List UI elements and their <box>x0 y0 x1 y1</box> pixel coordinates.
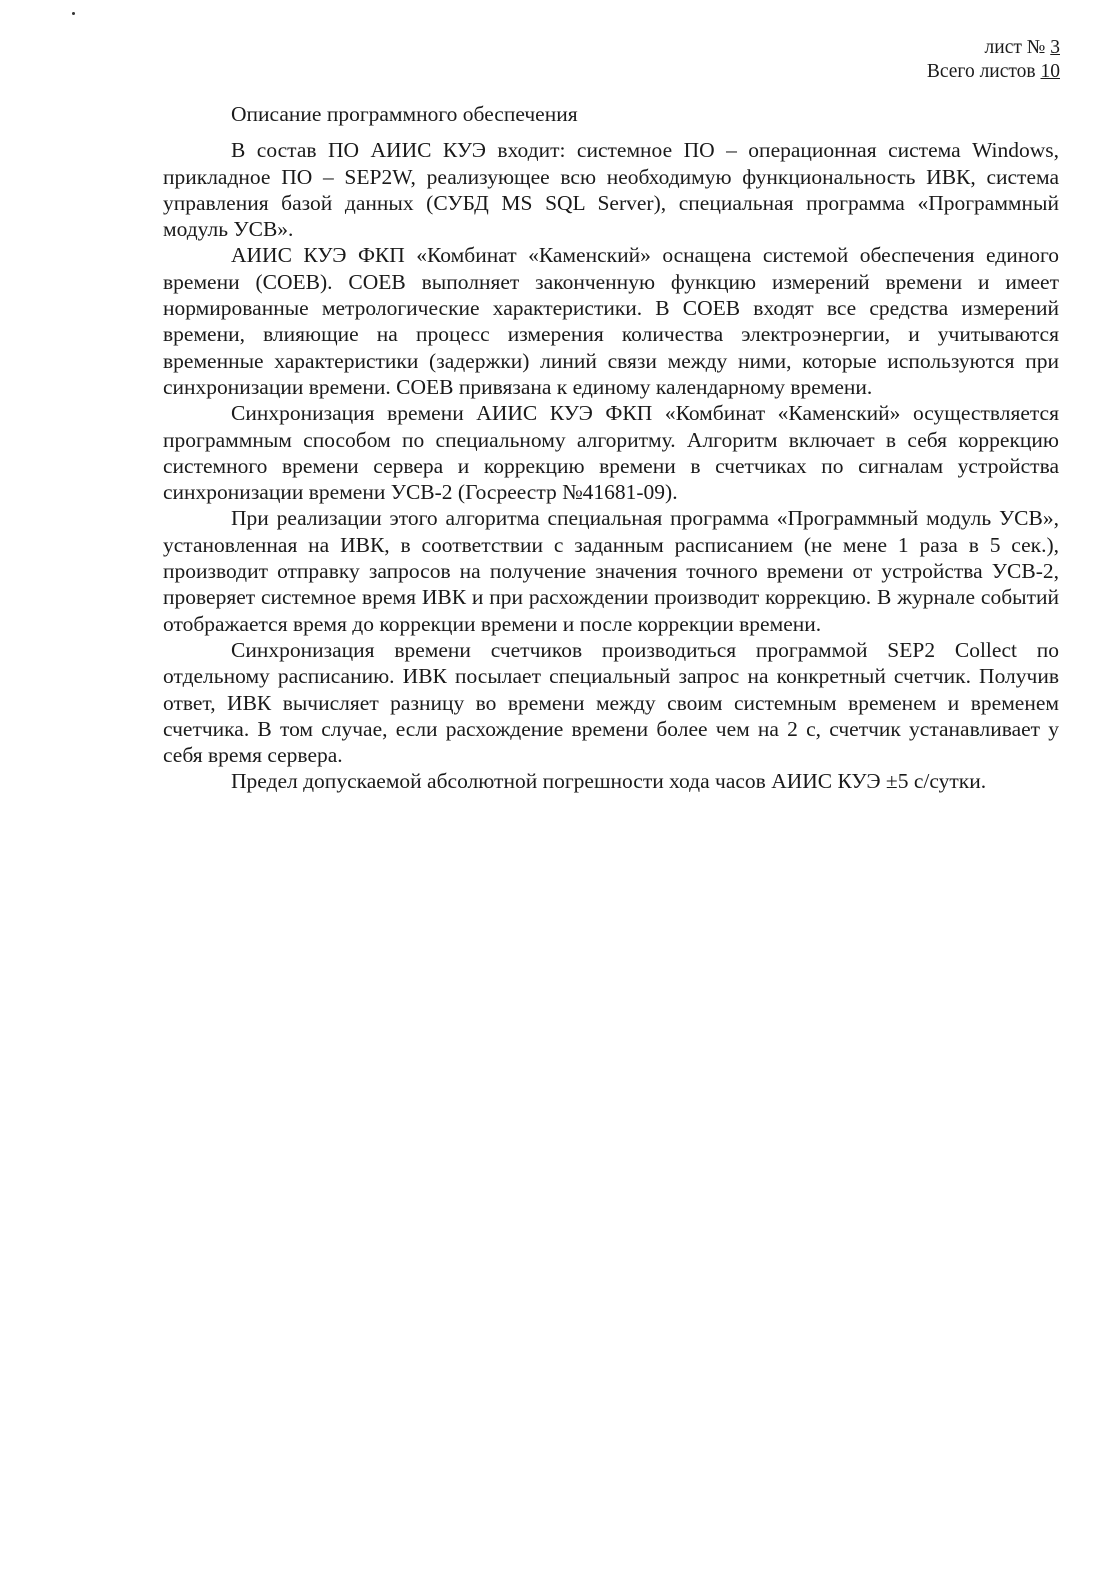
sheet-label: лист № <box>984 37 1046 58</box>
total-sheets-number: 10 <box>1040 61 1060 82</box>
paragraph-meter-sync: Синхронизация времени счетчиков производиться программой SEP2 Collect по отдельному расписанию. ИВК посылает специальный запрос на конкретный счетчик. Получив ответ, ИВК вычисляет разницу во времени между своим системным временем и временем счетчика. В том случае, если расхождение времени более чем на 2 с, счетчик устанавливает у себя время сервера. <box>163 637 1059 768</box>
scan-speck <box>72 12 75 15</box>
section-title: Описание программного обеспечения <box>231 102 578 126</box>
total-sheets-line <box>927 60 1060 84</box>
paragraph-sync-method: Синхронизация времени АИИС КУЭ ФКП «Комбинат «Каменский» осуществляется программным способом по специальному алгоритму. Алгоритм включает в себя коррекцию системного времени сервера и коррекцию времени в счетчиках по сигналам устройства синхронизации времени УСВ-2 (Госреестр №41681-09). <box>163 401 1059 505</box>
paragraph-software-composition: В состав ПО АИИС КУЭ входит: системное ПО – операционная система Windows, прикладное ПО – SEP2W, реализующее всю необходимую функциональность ИВК, система управления базой данных (СУБД MS SQL Server), специальная программа «Программный модуль УСВ». <box>163 138 1059 242</box>
paragraph-error-limit: Предел допускаемой абсолютной погрешности хода часов АИИС КУЭ ±5 с/сутки. <box>231 769 987 794</box>
paragraph-time-system: АИИС КУЭ ФКП «Комбинат «Каменский» оснащена системой обеспечения единого времени (СОЕВ). СОЕВ выполняет законченную функцию измерений времени и имеет нормированные метрологические характеристики. В СОЕВ входят все средства измерений времени, влияющие на процесс измерения количества электроэнергии, и учитываются временные характеристики (задержки) линий связи между ними, которые используются при синхронизации времени. СОЕВ привязана к единому календарному времени. <box>163 243 1059 399</box>
total-sheets-label: Всего листов <box>926 61 1036 82</box>
sheet-header <box>927 36 1060 84</box>
paragraph-sync-algorithm: При реализации этого алгоритма специальная программа «Программный модуль УСВ», установленная на ИВК, в соответствии с заданным расписанием (не мене 1 раза в 5 сек.), производит отправку запросов на получение значения точного времени от устройства УСВ-2, проверяет системное время ИВК и при расхождении производит коррекцию. В журнале событий отображается время до коррекции времени и после коррекции времени. <box>163 506 1059 636</box>
sheet-number-line <box>927 36 1060 60</box>
sheet-number: 3 <box>1050 37 1060 58</box>
document-body <box>163 101 1059 795</box>
